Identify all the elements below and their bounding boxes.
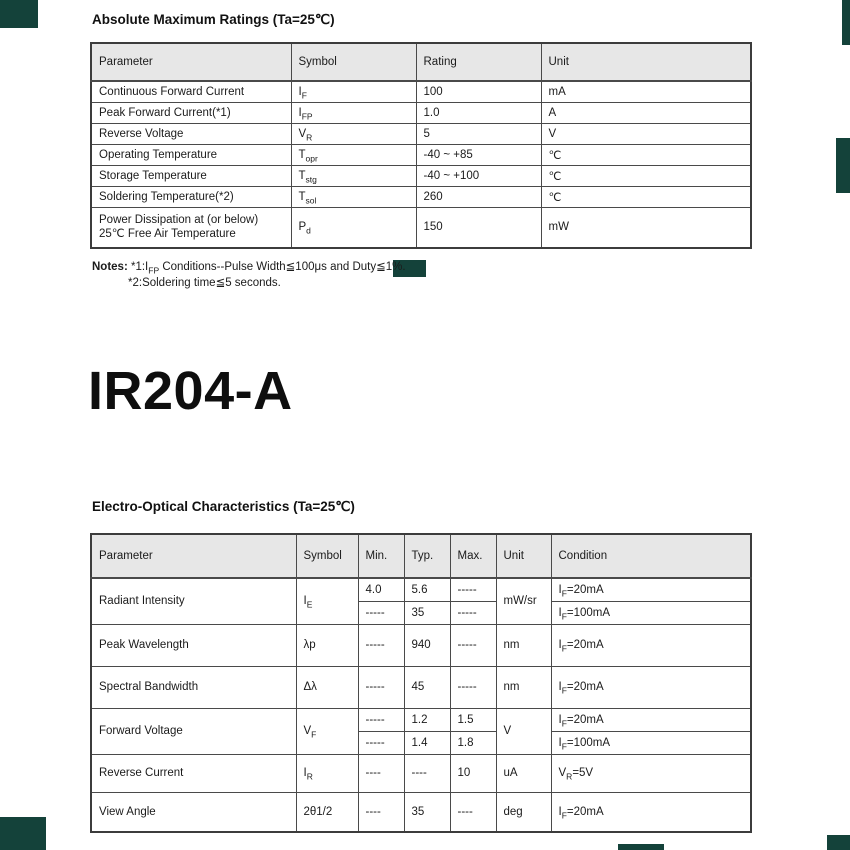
rating-cell: -40 ~ +100 [416, 165, 541, 186]
note-line-2: *2:Soldering time≦5 seconds. [128, 277, 281, 289]
unit-cell: ℃ [541, 165, 751, 186]
min-cell: ----- [358, 731, 404, 754]
condition-base: I [558, 736, 562, 749]
unit-cell: mA [541, 81, 751, 102]
max-cell: 1.8 [450, 731, 496, 754]
param-cell: Reverse Current [91, 754, 296, 792]
min-cell: ---- [358, 754, 404, 792]
table-row [91, 207, 751, 248]
param-cell: Reverse Voltage [91, 123, 291, 144]
col-header-typ: Typ. [404, 534, 450, 578]
condition-subscript: F [561, 740, 567, 751]
symbol-cell: λp [296, 624, 358, 666]
symbol-base: T [298, 169, 306, 182]
col-header-symbol: Symbol [296, 534, 358, 578]
col-header-min: Min. [358, 534, 404, 578]
scan-artifact-bottom-mid [618, 844, 664, 850]
col-header-max: Max. [450, 534, 496, 578]
table-row [91, 666, 751, 708]
typ-cell: 1.4 [404, 731, 450, 754]
max-cell: ----- [450, 578, 496, 601]
unit-cell: V [496, 708, 551, 754]
col-header-unit: Unit [496, 534, 551, 578]
symbol-subscript: FP [301, 110, 313, 121]
abs-max-table [90, 42, 752, 249]
unit-cell: mW [541, 207, 751, 248]
unit-cell: mW/sr [496, 578, 551, 624]
symbol-cell [296, 578, 358, 624]
rating-cell: 260 [416, 186, 541, 207]
symbol-base: V [303, 725, 312, 737]
col-header-rating: Rating [416, 43, 541, 81]
symbol-base: V [298, 127, 307, 140]
condition-cell [551, 792, 751, 832]
symbol-cell [291, 102, 416, 123]
typ-cell: 45 [404, 666, 450, 708]
scan-artifact-top-right [842, 0, 850, 45]
table-row [91, 123, 751, 144]
condition-base: I [558, 713, 562, 726]
col-header-parameter: Parameter [91, 43, 291, 81]
symbol-subscript: sol [305, 194, 317, 205]
min-cell: ----- [358, 624, 404, 666]
symbol-subscript: F [311, 729, 317, 740]
notes-label: Notes: [92, 261, 128, 273]
param-cell: Peak Wavelength [91, 624, 296, 666]
part-number-title: IR204-A [88, 361, 293, 421]
table-row [91, 754, 751, 792]
symbol-subscript: opr [305, 152, 318, 163]
symbol-cell [291, 186, 416, 207]
condition-cell [551, 578, 751, 601]
symbol-base: I [303, 767, 307, 779]
condition-value: =20mA [566, 805, 604, 818]
abs-max-title: Absolute Maximum Ratings (Ta=25℃) [92, 12, 335, 27]
condition-base: V [558, 767, 567, 779]
table-row [91, 165, 751, 186]
symbol-base: T [298, 190, 306, 203]
table-row [91, 186, 751, 207]
condition-cell [551, 666, 751, 708]
param-line-1: Power Dissipation at (or below) [99, 214, 259, 227]
symbol-subscript: stg [305, 173, 317, 184]
max-cell: ---- [450, 792, 496, 832]
symbol-cell [291, 144, 416, 165]
note1-subscript: FP [148, 265, 160, 276]
unit-cell: deg [496, 792, 551, 832]
table-row [91, 144, 751, 165]
param-cell: View Angle [91, 792, 296, 832]
param-cell: Forward Voltage [91, 708, 296, 754]
table-row [91, 578, 751, 601]
condition-base: I [558, 583, 562, 596]
symbol-cell [291, 165, 416, 186]
symbol-cell [291, 123, 416, 144]
symbol-cell: Δλ [296, 666, 358, 708]
symbol-subscript: d [306, 225, 311, 236]
header-row [91, 43, 751, 81]
typ-cell: 940 [404, 624, 450, 666]
unit-cell: nm [496, 624, 551, 666]
max-cell: 10 [450, 754, 496, 792]
symbol-subscript: E [306, 599, 313, 610]
param-cell: Operating Temperature [91, 144, 291, 165]
note1-pre: *1:I [130, 261, 149, 273]
condition-subscript: F [561, 717, 567, 728]
rating-cell: -40 ~ +85 [416, 144, 541, 165]
min-cell: 4.0 [358, 578, 404, 601]
condition-base: I [558, 639, 562, 651]
param-cell: Spectral Bandwidth [91, 666, 296, 708]
min-cell: ----- [358, 601, 404, 624]
typ-cell: 1.2 [404, 708, 450, 731]
condition-value: =5V [572, 767, 594, 779]
condition-cell [551, 754, 751, 792]
unit-cell: uA [496, 754, 551, 792]
param-cell: Soldering Temperature(*2) [91, 186, 291, 207]
scan-artifact-bottom-right [827, 835, 850, 850]
typ-cell: 5.6 [404, 578, 450, 601]
max-cell: ----- [450, 666, 496, 708]
col-header-symbol: Symbol [291, 43, 416, 81]
symbol-cell [296, 708, 358, 754]
symbol-base: I [298, 106, 302, 119]
unit-cell: ℃ [541, 144, 751, 165]
param-cell: Storage Temperature [91, 165, 291, 186]
rating-cell: 5 [416, 123, 541, 144]
eo-table [90, 533, 752, 833]
condition-cell [551, 601, 751, 624]
min-cell: ----- [358, 666, 404, 708]
param-cell: Peak Forward Current(*1) [91, 102, 291, 123]
unit-cell: nm [496, 666, 551, 708]
rating-cell: 150 [416, 207, 541, 248]
condition-value: =20mA [566, 681, 604, 693]
scan-artifact-right-edge [836, 138, 850, 193]
param-cell [91, 207, 291, 248]
symbol-subscript: F [301, 90, 307, 101]
condition-value: =20mA [566, 713, 604, 726]
symbol-cell [296, 754, 358, 792]
symbol-base: I [303, 595, 307, 608]
table-row [91, 81, 751, 102]
scan-artifact-bottom-left [0, 817, 46, 850]
header-row [91, 534, 751, 578]
note1-post: Conditions--Pulse Width≦100μs and Duty≦1%. [159, 261, 406, 273]
table-row [91, 708, 751, 731]
rating-cell: 1.0 [416, 102, 541, 123]
max-cell: ----- [450, 601, 496, 624]
unit-cell: V [541, 123, 751, 144]
condition-value: =20mA [566, 639, 604, 651]
param-cell: Radiant Intensity [91, 578, 296, 624]
typ-cell: 35 [404, 792, 450, 832]
condition-cell [551, 708, 751, 731]
condition-base: I [558, 606, 562, 619]
table-row [91, 102, 751, 123]
condition-subscript: F [561, 610, 567, 621]
condition-value: =100mA [566, 736, 611, 749]
param-cell: Continuous Forward Current [91, 81, 291, 102]
col-header-unit: Unit [541, 43, 751, 81]
symbol-subscript: R [306, 131, 313, 142]
rating-cell: 100 [416, 81, 541, 102]
eo-title: Electro-Optical Characteristics (Ta=25℃) [92, 499, 355, 514]
symbol-cell [291, 207, 416, 248]
condition-subscript: F [561, 588, 567, 599]
condition-subscript: R [566, 771, 573, 782]
condition-base: I [558, 681, 562, 693]
note-line-1 [92, 259, 406, 275]
typ-cell: ---- [404, 754, 450, 792]
symbol-base: T [298, 148, 306, 161]
max-cell: 1.5 [450, 708, 496, 731]
notes-block [92, 259, 406, 291]
condition-subscript: F [561, 685, 567, 696]
scan-artifact-top-left [0, 0, 38, 28]
condition-value: =100mA [566, 606, 611, 619]
col-header-parameter: Parameter [91, 534, 296, 578]
symbol-cell: 2θ1/2 [296, 792, 358, 832]
condition-subscript: F [561, 643, 567, 654]
min-cell: ---- [358, 792, 404, 832]
max-cell: ----- [450, 624, 496, 666]
condition-base: I [558, 805, 562, 818]
symbol-subscript: R [306, 771, 313, 782]
table-row [91, 792, 751, 832]
unit-cell: A [541, 102, 751, 123]
symbol-base: I [298, 85, 302, 98]
typ-cell: 35 [404, 601, 450, 624]
col-header-condition: Condition [551, 534, 751, 578]
min-cell: ----- [358, 708, 404, 731]
symbol-base: P [298, 221, 307, 234]
unit-cell: ℃ [541, 186, 751, 207]
condition-cell [551, 731, 751, 754]
table-row [91, 624, 751, 666]
condition-cell [551, 624, 751, 666]
symbol-cell [291, 81, 416, 102]
param-line-2: 25℃ Free Air Temperature [99, 228, 236, 241]
condition-subscript: F [561, 810, 567, 821]
condition-value: =20mA [566, 583, 604, 596]
